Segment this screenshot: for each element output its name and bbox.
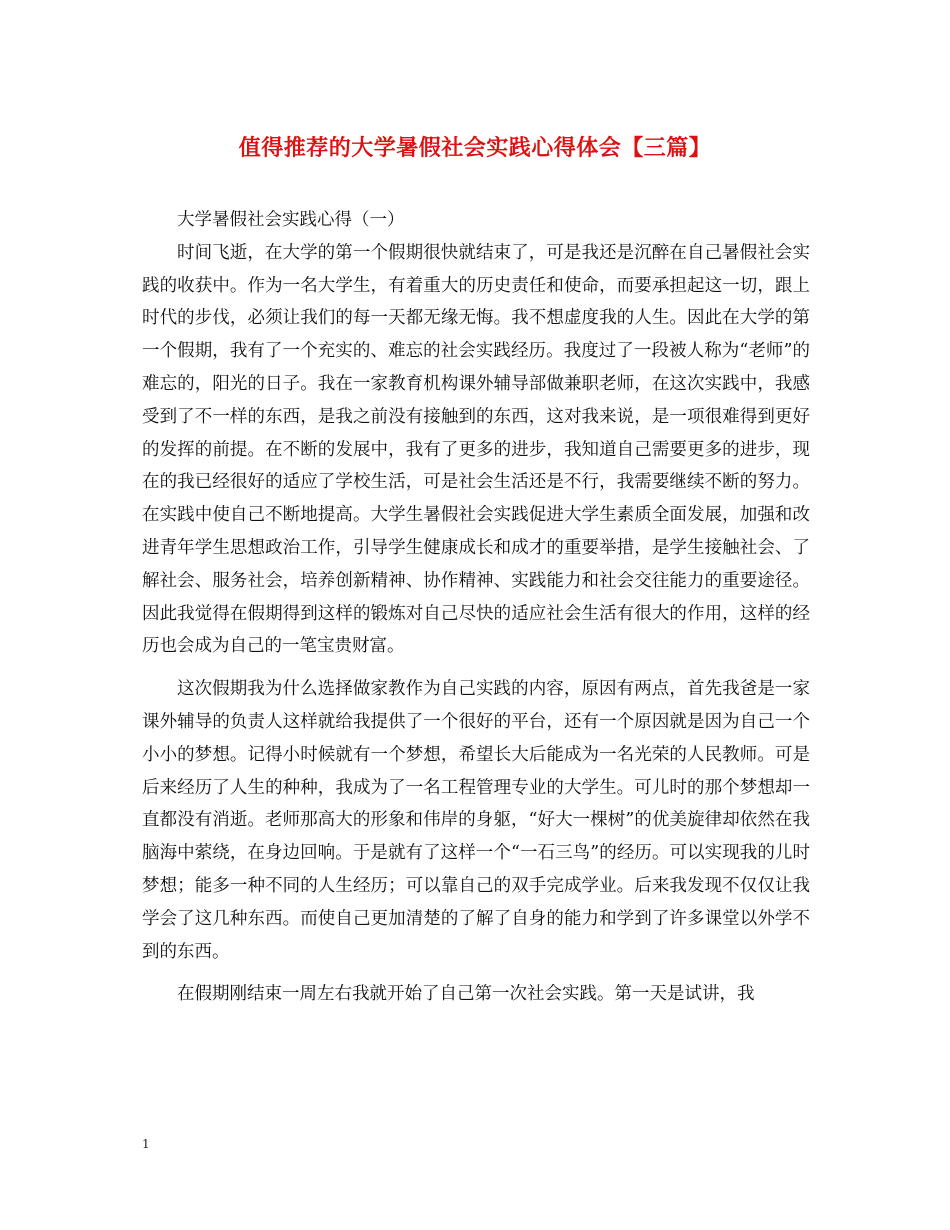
paragraph-1: 时间飞逝，在大学的第一个假期很快就结束了，可是我还是沉醉在自己暑假社会实践的收获中。作为一名大学生，有着重大的历史责任和使命，而要承担起这一切，跟上时代的步伐，必须让我们的每一天都无缘无悔。我不想虚度我的人生。因此在大学的第一个假期，我有了一个充实的、难忘的社会实践经历。我度过了一段被人称为“老师”的难忘的，阳光的日子。我在一家教育机构课外辅导部做兼职老师，在这次实践中，我感受到了不一样的东西，是我之前没有接触到的东西，这对我来说，是一项很难得到更好的发挥的前提。在不断的发展中，我有了更多的进步，我知道自己需要更多的进步，现在的我已经很好的适应了学校生活，可是社会生活还是不行，我需要继续不断的努力。在实践中使自己不断地提高。大学生暑假社会实践促进大学生素质全面发展，加强和改进青年学生思想政治工作，引导学生健康成长和成才的重要举措，是学生接触社会、了解社会、服务社会，培养创新精神、协作精神、实践能力和社会交往能力的重要途径。因此我觉得在假期得到这样的锻炼对自己尽快的适应社会生活有很大的作用，这样的经历也会成为自己的一笔宝贵财富。 (142, 242, 810, 657)
paragraph-3: 在假期刚结束一周左右我就开始了自己第一次社会实践。第一天是试讲，我 (177, 984, 755, 1005)
section-heading: 大学暑假社会实践心得（一） (177, 210, 405, 230)
page-number: 1 (142, 1137, 150, 1151)
document-body (142, 204, 810, 1011)
document-title: 值得推荐的大学暑假社会实践心得体会【三篇】 (238, 135, 712, 161)
paragraph-2: 这次假期我为什么选择做家教作为自己实践的内容，原因有两点，首先我爸是一家课外辅导的负责人这样就给我提供了一个很好的平台，还有一个原因就是因为自己一个小小的梦想。记得小时候就有一个梦想，希望长大后能成为一名光荣的人民教师。可是后来经历了人生的种种，我成为了一名工程管理专业的大学生。可儿时的那个梦想却一直都没有消逝。老师那高大的形象和伟岸的身躯，“好大一棵树”的优美旋律却依然在我脑海中萦绕，在身边回响。于是就有了这样一个“一石三鸟”的经历。可以实现我的儿时梦想；能多一种不同的人生经历；可以靠自己的双手完成学业。后来我发现不仅仅让我学会了这几种东西。而使自己更加清楚的了解了自身的能力和学到了许多课堂以外学不到的东西。 (142, 679, 810, 962)
